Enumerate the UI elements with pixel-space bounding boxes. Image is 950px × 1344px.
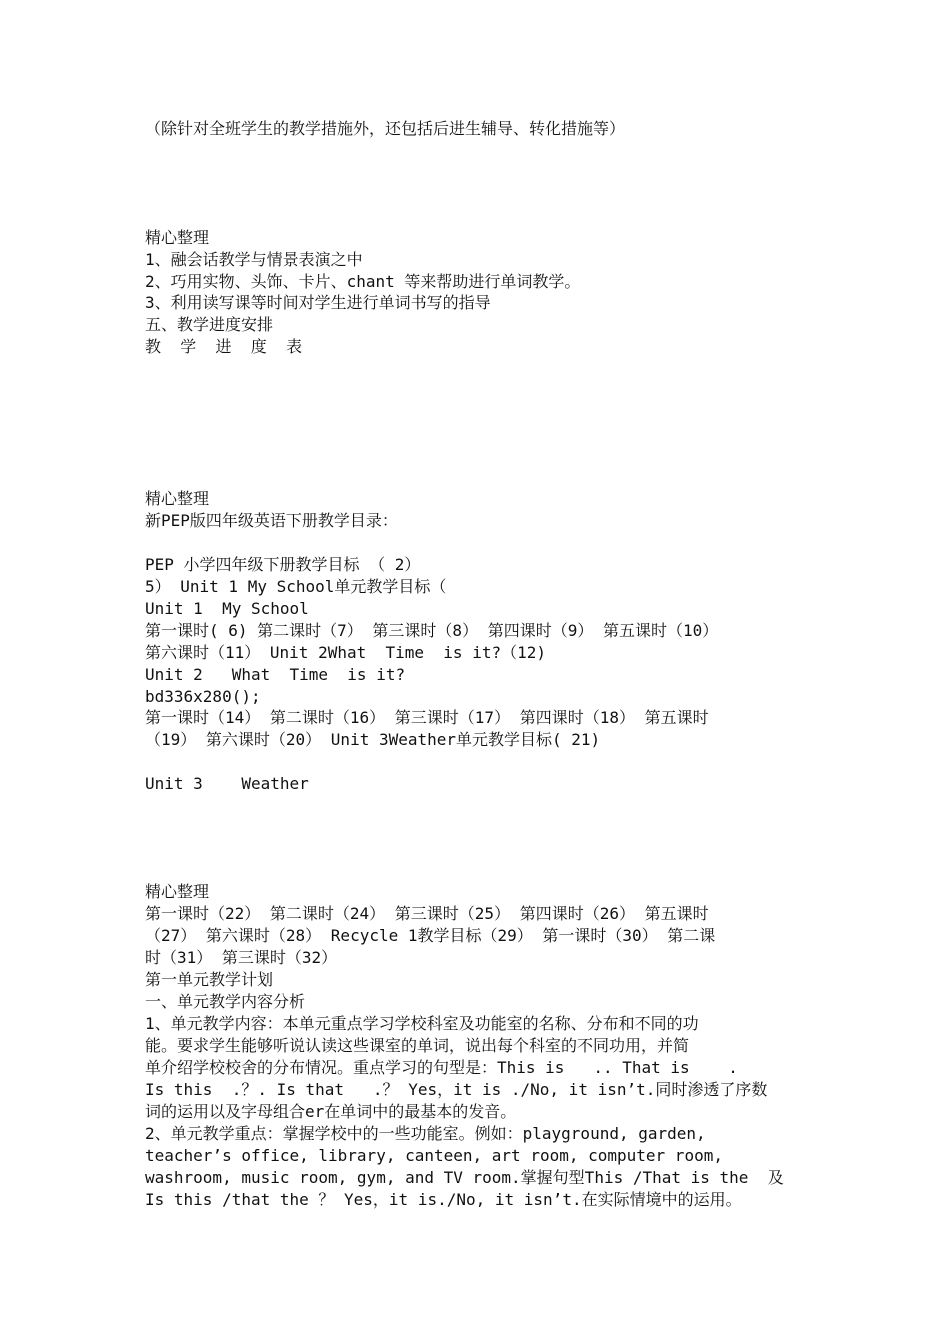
paragraph-line: 词的运用以及字母组合er在单词中的最基本的发音。 <box>145 1102 517 1121</box>
section-marker: 精心整理 <box>145 882 210 901</box>
toc-line: Unit 3 Weather <box>145 774 309 793</box>
paragraph-line: 1、单元教学内容：本单元重点学习学校科室及功能室的名称、分布和不同的功 <box>145 1014 699 1033</box>
paragraph-line: washroom, music room, gym, and TV room.掌握句型This /That is the 及 <box>145 1168 784 1187</box>
table-title: 教 学 进 度 表 <box>145 337 303 356</box>
code-line: bd336x280(); <box>145 687 261 706</box>
section-marker: 精心整理 <box>145 228 210 247</box>
toc-line: PEP 小学四年级下册教学目标 （ 2） <box>145 555 421 574</box>
toc-line: 第六课时（11） Unit 2What Time is it?（12) <box>145 643 546 662</box>
toc-line: 第一课时（22） 第二课时（24） 第三课时（25） 第四课时（26） 第五课时 <box>145 904 709 923</box>
heading-line: 一、单元教学内容分析 <box>145 992 306 1011</box>
paragraph-line: Is this .？. Is that .？ Yes，it is ./No, it isn’t.同时渗透了序数 <box>145 1080 768 1099</box>
text-line: 3、利用读写课等时间对学生进行单词书写的指导 <box>145 293 491 312</box>
paragraph-line: 单介绍学校校舍的分布情况。重点学习的句型是：This is .. That is . <box>145 1058 738 1077</box>
toc-line: 5） Unit 1 My School单元教学目标（ <box>145 577 447 596</box>
note-line: （除针对全班学生的教学措施外，还包括后进生辅导、转化措施等） <box>145 119 626 138</box>
text-line: 1、融会话教学与情景表演之中 <box>145 250 363 269</box>
toc-line: Unit 1 My School <box>145 599 309 618</box>
paragraph-line: teacher’s office, library, canteen, art room, computer room, <box>145 1146 723 1165</box>
paragraph-line: 能。要求学生能够听说认读这些课室的单词，说出每个科室的不同功用，并简 <box>145 1036 690 1055</box>
toc-line: Unit 2 What Time is it? <box>145 665 406 684</box>
toc-line: 第一课时（14） 第二课时（16） 第三课时（17） 第四课时（18） 第五课时 <box>145 708 709 727</box>
toc-line: （27） 第六课时（28） Recycle 1教学目标（29） 第一课时（30） 第二课 <box>145 926 716 945</box>
toc-line: （19） 第六课时（20） Unit 3Weather单元教学目标( 21) <box>145 730 601 749</box>
toc-line: 第一课时( 6) 第二课时（7） 第三课时（8） 第四课时（9） 第五课时（10） <box>145 621 719 640</box>
heading-line: 五、教学进度安排 <box>145 315 274 334</box>
toc-line: 时（31） 第三课时（32） <box>145 948 338 967</box>
text-line: 2、巧用实物、头饰、卡片、chant 等来帮助进行单词教学。 <box>145 272 581 291</box>
heading-line: 新PEP版四年级英语下册教学目录： <box>145 511 398 530</box>
paragraph-line: 2、单元教学重点：掌握学校中的一些功能室。例如：playground, garden, <box>145 1124 706 1143</box>
heading-line: 第一单元教学计划 <box>145 970 274 989</box>
paragraph-line: Is this /that the ？ Yes，it is./No, it isn’t.在实际情境中的运用。 <box>145 1190 742 1209</box>
section-marker: 精心整理 <box>145 489 210 508</box>
